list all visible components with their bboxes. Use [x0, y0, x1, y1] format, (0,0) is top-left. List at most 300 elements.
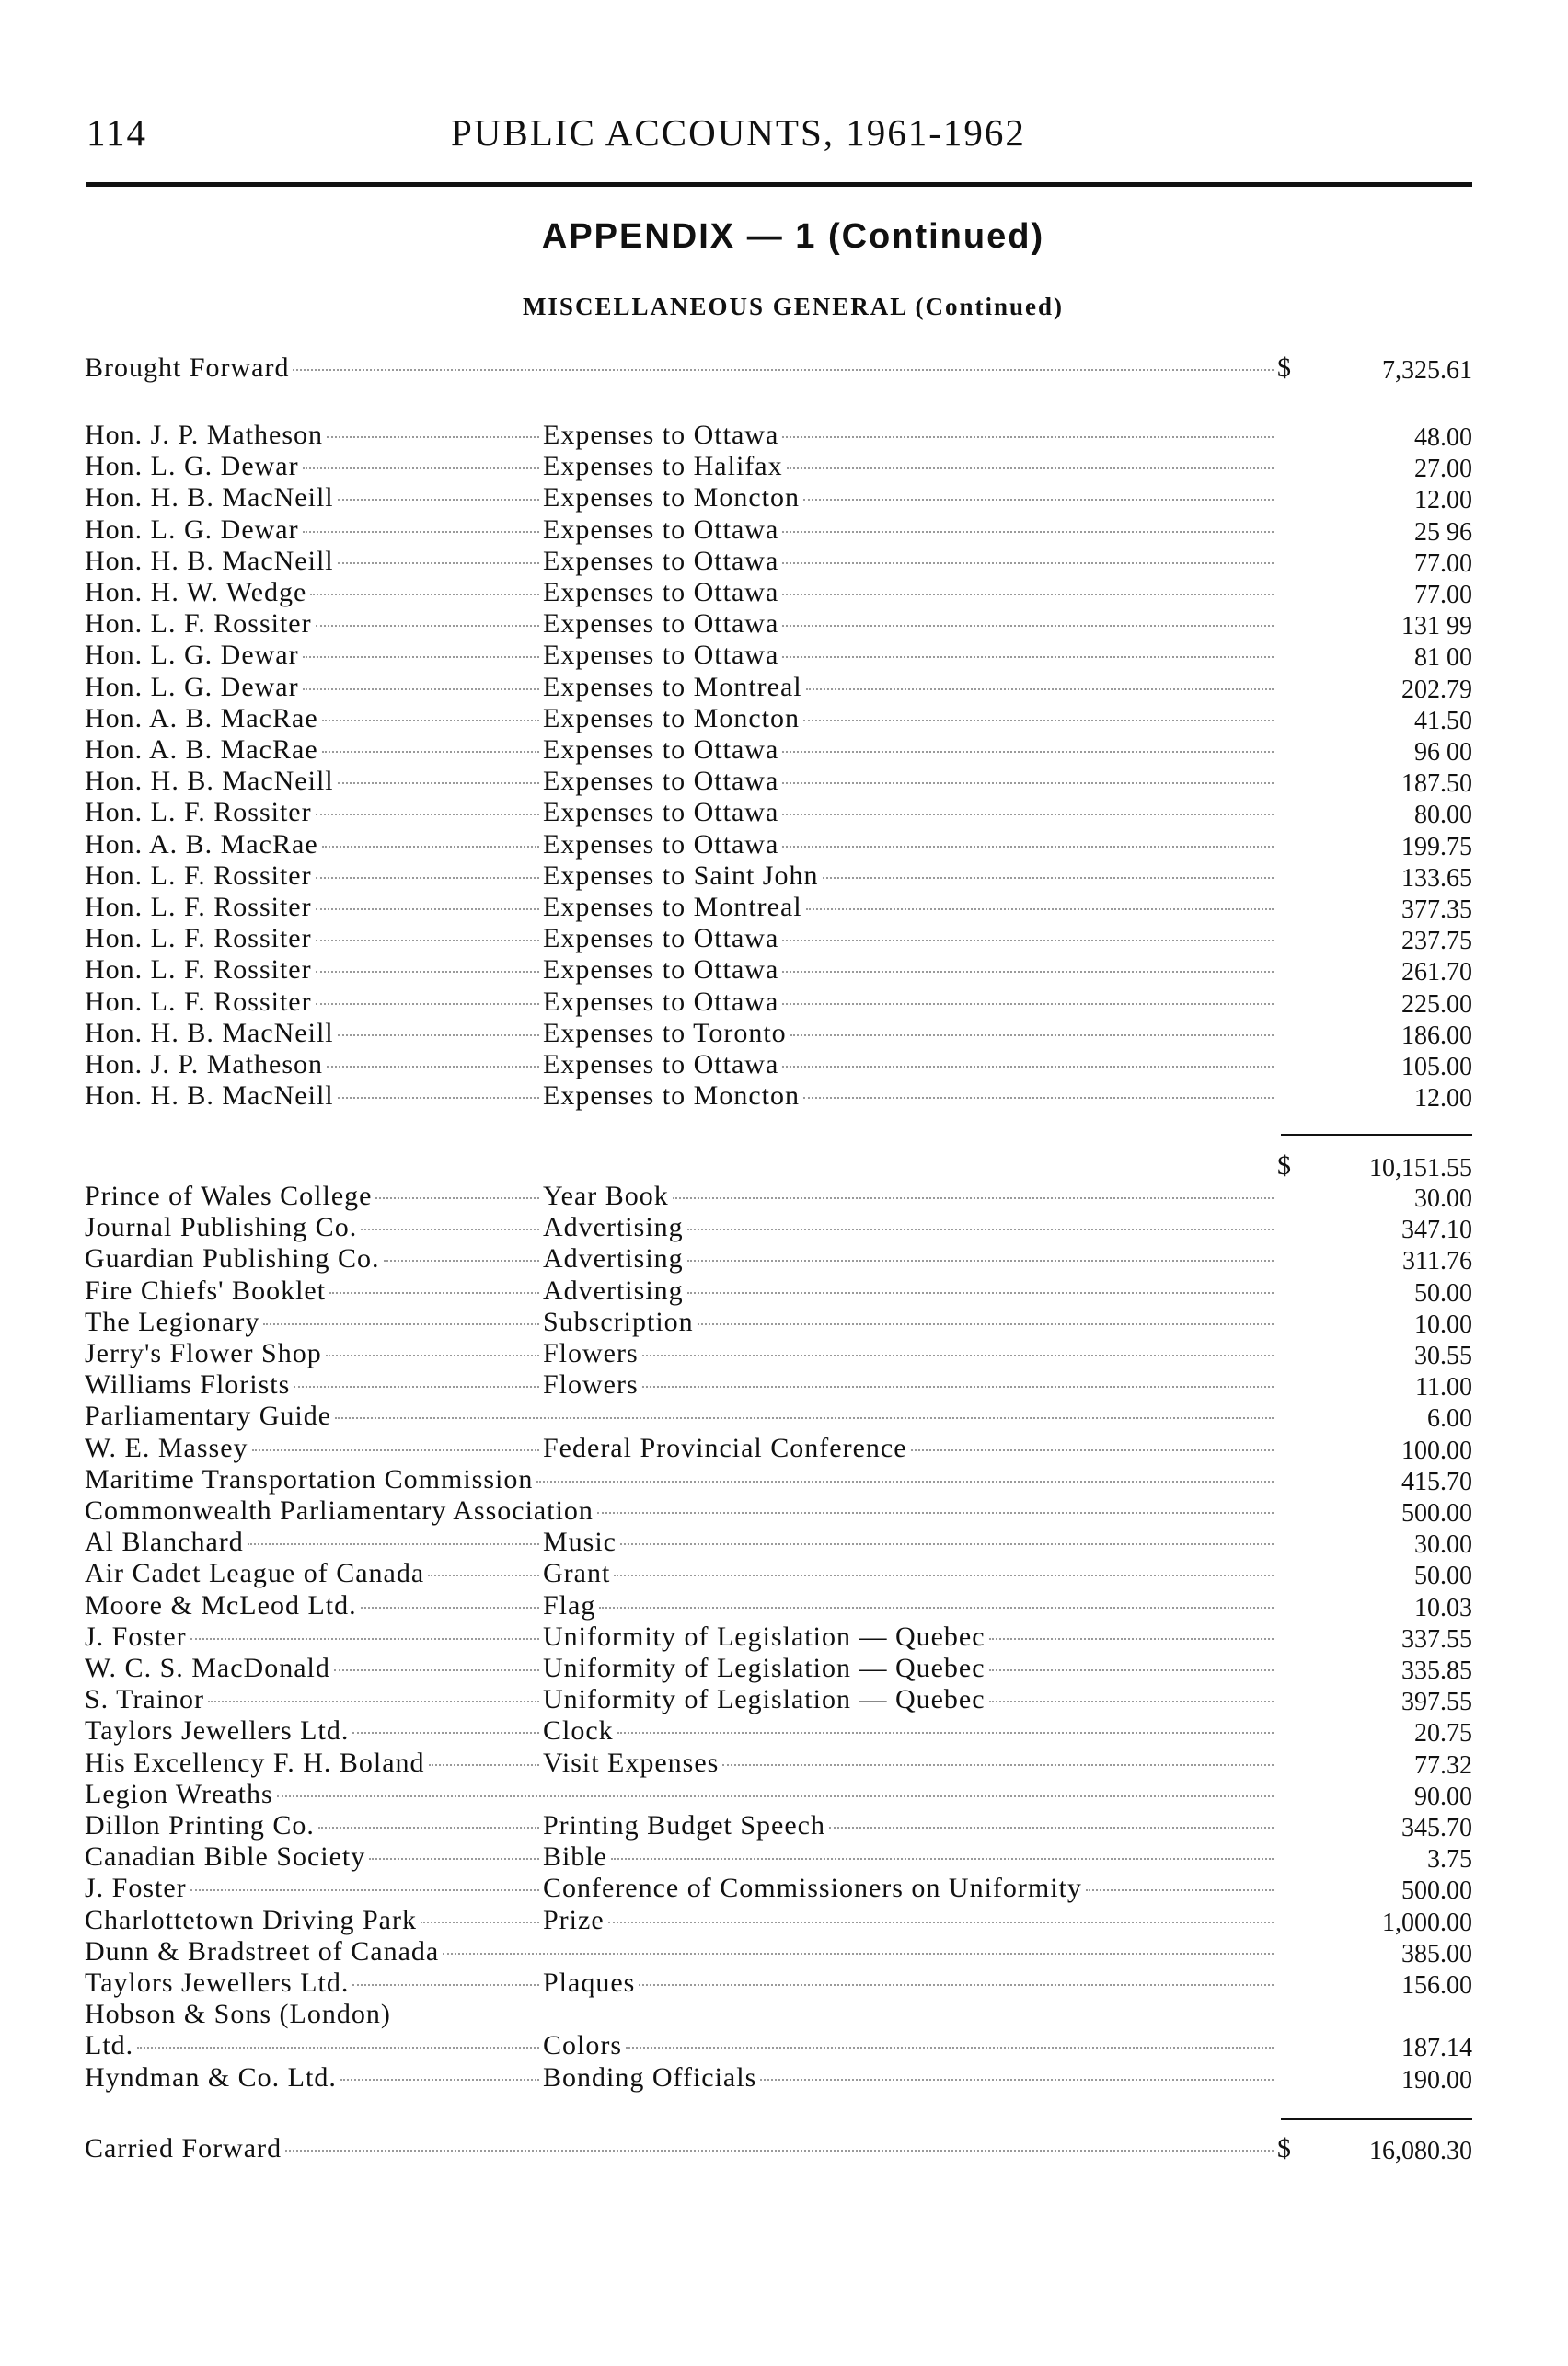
item-row [85, 2062, 1472, 2094]
leader-dots [190, 1888, 539, 1891]
payee: His Excellency F. H. Boland [85, 1747, 425, 1778]
leader-dots [760, 2078, 1274, 2081]
leader-dots [369, 1857, 539, 1860]
payee: Hon. H. B. MacNeill [85, 545, 334, 576]
description: Expenses to Ottawa [543, 734, 779, 765]
brought-forward-row [85, 352, 1472, 384]
leader-dots [1086, 1888, 1274, 1891]
amount: 311.76 [1402, 1247, 1472, 1276]
description: Year Book [543, 1181, 669, 1211]
payee: Hon. J. P. Matheson [85, 1049, 324, 1079]
description: Expenses to Ottawa [543, 1049, 779, 1079]
leader-dots [782, 655, 1274, 658]
row-lead [85, 734, 1277, 766]
leader-dots [782, 939, 1274, 941]
amount: 500.00 [1401, 1876, 1472, 1906]
leader-dots [322, 750, 539, 753]
payee: Williams Florists [85, 1369, 291, 1401]
expense-row [85, 546, 1472, 577]
row-lead [85, 1369, 1277, 1401]
payee: Al Blanchard [85, 1527, 244, 1558]
amount: 397.55 [1401, 1688, 1472, 1717]
description: Expenses to Ottawa [543, 986, 779, 1017]
payee: Hon. L. G. Dewar [85, 640, 299, 671]
payee: J. Foster [85, 1621, 187, 1652]
row-lead [85, 1684, 1277, 1715]
amount: 131 99 [1401, 612, 1472, 641]
description: Flag [543, 1589, 596, 1621]
description: Music [543, 1527, 617, 1558]
leader-dots [823, 876, 1274, 879]
leader-dots [361, 1228, 539, 1230]
description: Expenses to Ottawa [543, 420, 779, 450]
item-row [85, 1748, 1472, 1779]
row-lead [85, 1622, 1277, 1653]
row-lead [85, 1150, 1277, 1182]
description: Expenses to Ottawa [543, 545, 779, 576]
payee: W. C. S. MacDonald [85, 1653, 330, 1683]
leader-dots [443, 1952, 1274, 1955]
description: Expenses to Ottawa [543, 923, 779, 954]
leader-dots [384, 1259, 540, 1262]
description: Flowers [543, 1338, 639, 1368]
row-lead [85, 1748, 1277, 1779]
item-row [85, 1212, 1472, 1243]
item-row [85, 1779, 1472, 1810]
row-lead [85, 860, 1277, 892]
description: Expenses to Ottawa [543, 577, 779, 607]
expense-row [85, 608, 1472, 640]
description: Expenses to Toronto [543, 1017, 787, 1048]
amount: 81 00 [1414, 643, 1472, 673]
row-lead [85, 352, 1277, 384]
payee: Parliamentary Guide [85, 1401, 332, 1432]
amount: 261.70 [1401, 958, 1472, 987]
amount: 105.00 [1401, 1053, 1472, 1081]
leader-dots [303, 530, 539, 533]
expense-row [85, 797, 1472, 828]
amount: 20.75 [1414, 1719, 1472, 1749]
payee: Carried Forward [85, 2133, 282, 2164]
row-lead [85, 1841, 1277, 1873]
amount: 187.50 [1401, 769, 1472, 799]
amount: 77.00 [1414, 581, 1472, 609]
leader-dots [303, 687, 539, 690]
amount: 199.75 [1401, 832, 1472, 861]
leader-dots [673, 1196, 1274, 1199]
description: Subscription [543, 1306, 694, 1337]
amount: 186.00 [1401, 1021, 1472, 1050]
description: Clock [543, 1715, 614, 1747]
description: Printing Budget Speech [543, 1810, 825, 1841]
leader-dots [806, 907, 1274, 910]
description: Federal Provincial Conference [543, 1432, 907, 1463]
payee: Hon. A. B. MacRae [85, 702, 318, 733]
payee: Air Cadet League of Canada [85, 1558, 425, 1589]
total-rule [1281, 2118, 1472, 2120]
row-lead [85, 514, 1277, 546]
amount: 7,325.61 [1382, 356, 1472, 385]
amount: 10,151.55 [1369, 1154, 1472, 1183]
leader-dots [429, 1763, 539, 1766]
description: Expenses to Ottawa [543, 514, 779, 545]
payee: Dunn & Bradstreet of Canada [85, 1935, 440, 1967]
item-row [85, 1338, 1472, 1369]
payee: The Legionary [85, 1306, 260, 1337]
amount: 190.00 [1401, 2065, 1472, 2095]
amount: 11.00 [1415, 1373, 1472, 1402]
description: Expenses to Halifax [543, 451, 783, 482]
amount: 41.50 [1414, 706, 1472, 735]
leader-dots [316, 876, 539, 879]
expense-row [85, 703, 1472, 734]
row-lead [85, 892, 1277, 923]
leader-dots [327, 435, 539, 438]
leader-dots [698, 1322, 1274, 1325]
leader-dots [989, 1700, 1274, 1702]
amount: 156.00 [1401, 1971, 1472, 2000]
row-lead [85, 546, 1277, 577]
description: Flowers [543, 1369, 639, 1401]
leader-dots [294, 1385, 539, 1388]
leader-dots [989, 1637, 1274, 1640]
leader-dots [782, 781, 1274, 784]
section-title: MISCELLANEOUS GENERAL (Continued) [522, 293, 1065, 320]
amount: 335.85 [1401, 1656, 1472, 1685]
expense-row [85, 923, 1472, 954]
row-lead [85, 640, 1277, 671]
payee: Hon. H. B. MacNeill [85, 766, 334, 797]
header-rule [86, 182, 1472, 187]
leader-dots [642, 1385, 1274, 1388]
row-lead [85, 577, 1277, 608]
expense-row [85, 987, 1472, 1018]
leader-dots [338, 498, 539, 501]
row-lead [85, 2133, 1277, 2164]
leader-dots [722, 1763, 1274, 1766]
currency-sign: $ [1277, 1150, 1291, 1181]
description: Conference of Commissioners on Uniformity [543, 1873, 1082, 1904]
row-lead [85, 1433, 1277, 1464]
item-row [85, 1936, 1472, 1968]
description: Bonding Officials [543, 2061, 757, 2093]
row-lead [85, 608, 1277, 640]
amount: 50.00 [1414, 1562, 1472, 1591]
leader-dots [326, 1354, 539, 1356]
row-lead [85, 1905, 1277, 1936]
description: Bible [543, 1841, 607, 1873]
leader-dots [338, 561, 539, 564]
leader-dots [782, 624, 1274, 627]
leader-dots [687, 1228, 1274, 1230]
leader-dots [782, 593, 1274, 595]
row-lead [85, 797, 1277, 828]
amount: 100.00 [1401, 1436, 1472, 1465]
payee: Hon. L. G. Dewar [85, 451, 299, 482]
leader-dots [782, 750, 1274, 753]
leader-dots [310, 593, 539, 595]
carried-forward-row [85, 2133, 1472, 2164]
leader-dots [782, 435, 1274, 438]
amount: 377.35 [1401, 895, 1472, 924]
amount: 30.00 [1414, 1184, 1472, 1213]
description: Expenses to Moncton [543, 482, 800, 514]
leader-dots [316, 1002, 539, 1005]
amount: 202.79 [1401, 675, 1472, 704]
description: Grant [543, 1558, 611, 1589]
payee: Hon. H. W. Wedge [85, 577, 307, 607]
payee: Legion Wreaths [85, 1778, 273, 1809]
leader-dots [329, 1291, 539, 1294]
leader-dots [334, 1668, 539, 1671]
row-lead [85, 2030, 1277, 2061]
payee: Hon. L. F. Rossiter [85, 892, 312, 922]
amount: 345.70 [1401, 1814, 1472, 1842]
leader-dots [248, 1542, 539, 1545]
item-row [85, 1968, 1472, 1999]
row-lead [85, 1810, 1277, 1841]
payee: Hyndman & Co. Ltd. [85, 2061, 337, 2093]
leader-dots [263, 1322, 539, 1325]
leader-dots [252, 1448, 539, 1451]
leader-dots [782, 1002, 1274, 1005]
amount: 16,080.30 [1369, 2137, 1472, 2165]
description: Expenses to Moncton [543, 1080, 800, 1112]
expense-row [85, 829, 1472, 860]
description: Expenses to Montreal [543, 671, 802, 702]
row-lead [85, 1181, 1277, 1212]
leader-dots [316, 813, 539, 815]
amount: 80.00 [1414, 801, 1472, 830]
description: Advertising [543, 1275, 684, 1306]
payee: Hon. H. B. MacNeill [85, 482, 334, 514]
leader-dots [375, 1196, 539, 1199]
leader-dots [782, 813, 1274, 815]
item-row [85, 1433, 1472, 1464]
leader-dots [208, 1700, 539, 1702]
payee: Hon. H. B. MacNeill [85, 1017, 334, 1048]
payee: Hon. L. G. Dewar [85, 514, 299, 545]
payee: S. Trainor [85, 1684, 205, 1715]
row-lead [85, 1653, 1277, 1684]
row-lead [85, 1590, 1277, 1622]
leader-dots [338, 1033, 539, 1036]
payee: Hon. J. P. Matheson [85, 420, 324, 450]
leader-dots [352, 1731, 539, 1734]
row-lead [85, 482, 1277, 514]
payee: Commonwealth Parliamentary Association [85, 1495, 594, 1526]
leader-dots [322, 719, 539, 721]
payee: Hon. L. F. Rossiter [85, 954, 312, 986]
row-lead [85, 1936, 1277, 1968]
currency-sign: $ [1277, 352, 1291, 383]
item-row [85, 1905, 1472, 1936]
item-row [85, 1715, 1472, 1747]
leader-dots [190, 1637, 539, 1640]
leader-dots [277, 1795, 1274, 1797]
leader-dots [782, 1065, 1274, 1068]
description: Expenses to Ottawa [543, 954, 779, 986]
payee: Hobson & Sons (London) [85, 1999, 391, 2030]
payee: Moore & McLeod Ltd. [85, 1589, 357, 1621]
description: Expenses to Ottawa [543, 828, 779, 860]
item-row [85, 2030, 1472, 2061]
payee: Hon. A. B. MacRae [85, 734, 318, 765]
leader-dots [303, 655, 539, 658]
description: Uniformity of Legislation — Quebec [543, 1684, 986, 1715]
payee: Hon. L. F. Rossiter [85, 860, 312, 891]
description: Expenses to Montreal [543, 892, 802, 922]
leader-dots [806, 687, 1274, 690]
row-lead [85, 1968, 1277, 1999]
leader-dots [327, 1065, 539, 1068]
description: Colors [543, 2030, 623, 2061]
leader-dots [340, 2078, 539, 2081]
leader-dots [803, 719, 1274, 721]
row-lead [85, 923, 1277, 954]
leader-dots [626, 2046, 1274, 2049]
leader-dots [338, 781, 539, 784]
amount: 347.10 [1401, 1216, 1472, 1245]
description: Uniformity of Legislation — Quebec [543, 1653, 986, 1683]
payee: Hon. L. F. Rossiter [85, 923, 312, 954]
item-row [85, 1810, 1472, 1841]
leader-dots [421, 1921, 539, 1923]
row-lead [85, 1999, 1277, 2030]
payee: Maritime Transportation Commission [85, 1463, 534, 1495]
description: Uniformity of Legislation — Quebec [543, 1621, 986, 1652]
leader-dots [316, 907, 539, 910]
leader-dots [316, 939, 539, 941]
row-lead [85, 829, 1277, 860]
row-lead [85, 1018, 1277, 1049]
leader-dots [599, 1606, 1274, 1609]
amount: 96 00 [1414, 738, 1472, 767]
description: Expenses to Ottawa [543, 766, 779, 797]
leader-dots [782, 530, 1274, 533]
leader-dots [428, 1574, 539, 1576]
item-row [85, 1369, 1472, 1401]
subtotal-rule [1281, 1134, 1472, 1136]
amount: 10.00 [1414, 1310, 1472, 1339]
expense-row [85, 420, 1472, 451]
leader-dots [361, 1606, 539, 1609]
amount: 3.75 [1427, 1845, 1472, 1875]
leader-dots [536, 1480, 1274, 1483]
expense-row [85, 672, 1472, 703]
amount: 1,000.00 [1382, 1908, 1472, 1937]
leader-dots [782, 561, 1274, 564]
leader-dots [620, 1542, 1274, 1545]
item-row [85, 1590, 1472, 1622]
amount: 77.00 [1414, 548, 1472, 578]
item-row [85, 1495, 1472, 1527]
payee: Dillon Printing Co. [85, 1810, 315, 1841]
leader-dots [316, 624, 539, 627]
leader-dots [803, 498, 1274, 501]
payee: Charlottetown Driving Park [85, 1904, 417, 1935]
description: Advertising [543, 1212, 684, 1243]
row-lead [85, 1558, 1277, 1589]
payee: J. Foster [85, 1873, 187, 1904]
leader-dots [316, 970, 539, 973]
payee: Taylors Jewellers Ltd. [85, 1715, 350, 1747]
row-lead [85, 1275, 1277, 1307]
subtotal-row [85, 1150, 1472, 1182]
description: Expenses to Ottawa [543, 797, 779, 828]
currency-sign: $ [1277, 2133, 1291, 2164]
amount: 90.00 [1414, 1782, 1472, 1811]
payee: Hon. L. F. Rossiter [85, 986, 312, 1017]
amount: 133.65 [1401, 863, 1472, 893]
payee: Hon. L. G. Dewar [85, 671, 299, 702]
row-lead [85, 1464, 1277, 1495]
leader-dots [614, 1574, 1274, 1576]
payee: Hon. A. B. MacRae [85, 828, 318, 860]
description: Expenses to Saint John [543, 860, 819, 891]
expense-row [85, 1018, 1472, 1049]
leader-dots [338, 1096, 539, 1099]
leader-dots [322, 845, 539, 848]
payee: Guardian Publishing Co. [85, 1243, 380, 1275]
payee: Canadian Bible Society [85, 1841, 366, 1873]
payee: Prince of Wales College [85, 1181, 373, 1211]
leader-dots [639, 1983, 1274, 1986]
leader-dots [608, 1921, 1274, 1923]
row-lead [85, 1779, 1277, 1810]
leader-dots [611, 1857, 1274, 1860]
row-lead [85, 766, 1277, 797]
leader-dots [642, 1354, 1274, 1356]
payee: Brought Forward [85, 352, 290, 383]
description: Prize [543, 1904, 605, 1935]
row-lead [85, 703, 1277, 734]
payee: Hon. L. F. Rossiter [85, 608, 312, 640]
amount: 77.32 [1414, 1750, 1472, 1780]
expense-row [85, 766, 1472, 797]
item-row [85, 1684, 1472, 1715]
expense-row [85, 1080, 1472, 1112]
description: Expenses to Ottawa [543, 608, 779, 640]
row-lead [85, 954, 1277, 986]
expense-row [85, 451, 1472, 482]
description: Expenses to Moncton [543, 702, 800, 733]
row-lead [85, 1080, 1277, 1112]
item-row [85, 1401, 1472, 1432]
expense-row [85, 892, 1472, 923]
leader-dots [687, 1259, 1274, 1262]
payee: Hon. H. B. MacNeill [85, 1080, 334, 1112]
row-lead [85, 451, 1277, 482]
description: Expenses to Ottawa [543, 640, 779, 671]
amount: 237.75 [1401, 927, 1472, 956]
amount: 12.00 [1414, 486, 1472, 515]
expense-row [85, 734, 1472, 766]
amount: 25 96 [1414, 517, 1472, 547]
row-lead [85, 1049, 1277, 1080]
amount: 30.55 [1414, 1342, 1472, 1370]
item-row [85, 1653, 1472, 1684]
item-row [85, 1464, 1472, 1495]
expense-row [85, 860, 1472, 892]
amount: 27.00 [1414, 455, 1472, 484]
page-number: 114 [86, 111, 147, 154]
item-row [85, 1873, 1472, 1904]
item-row [85, 1275, 1472, 1307]
payee: Jerry's Flower Shop [85, 1338, 322, 1368]
leader-dots [782, 970, 1274, 973]
appendix-title: APPENDIX — 1 (Continued) [541, 217, 1045, 256]
